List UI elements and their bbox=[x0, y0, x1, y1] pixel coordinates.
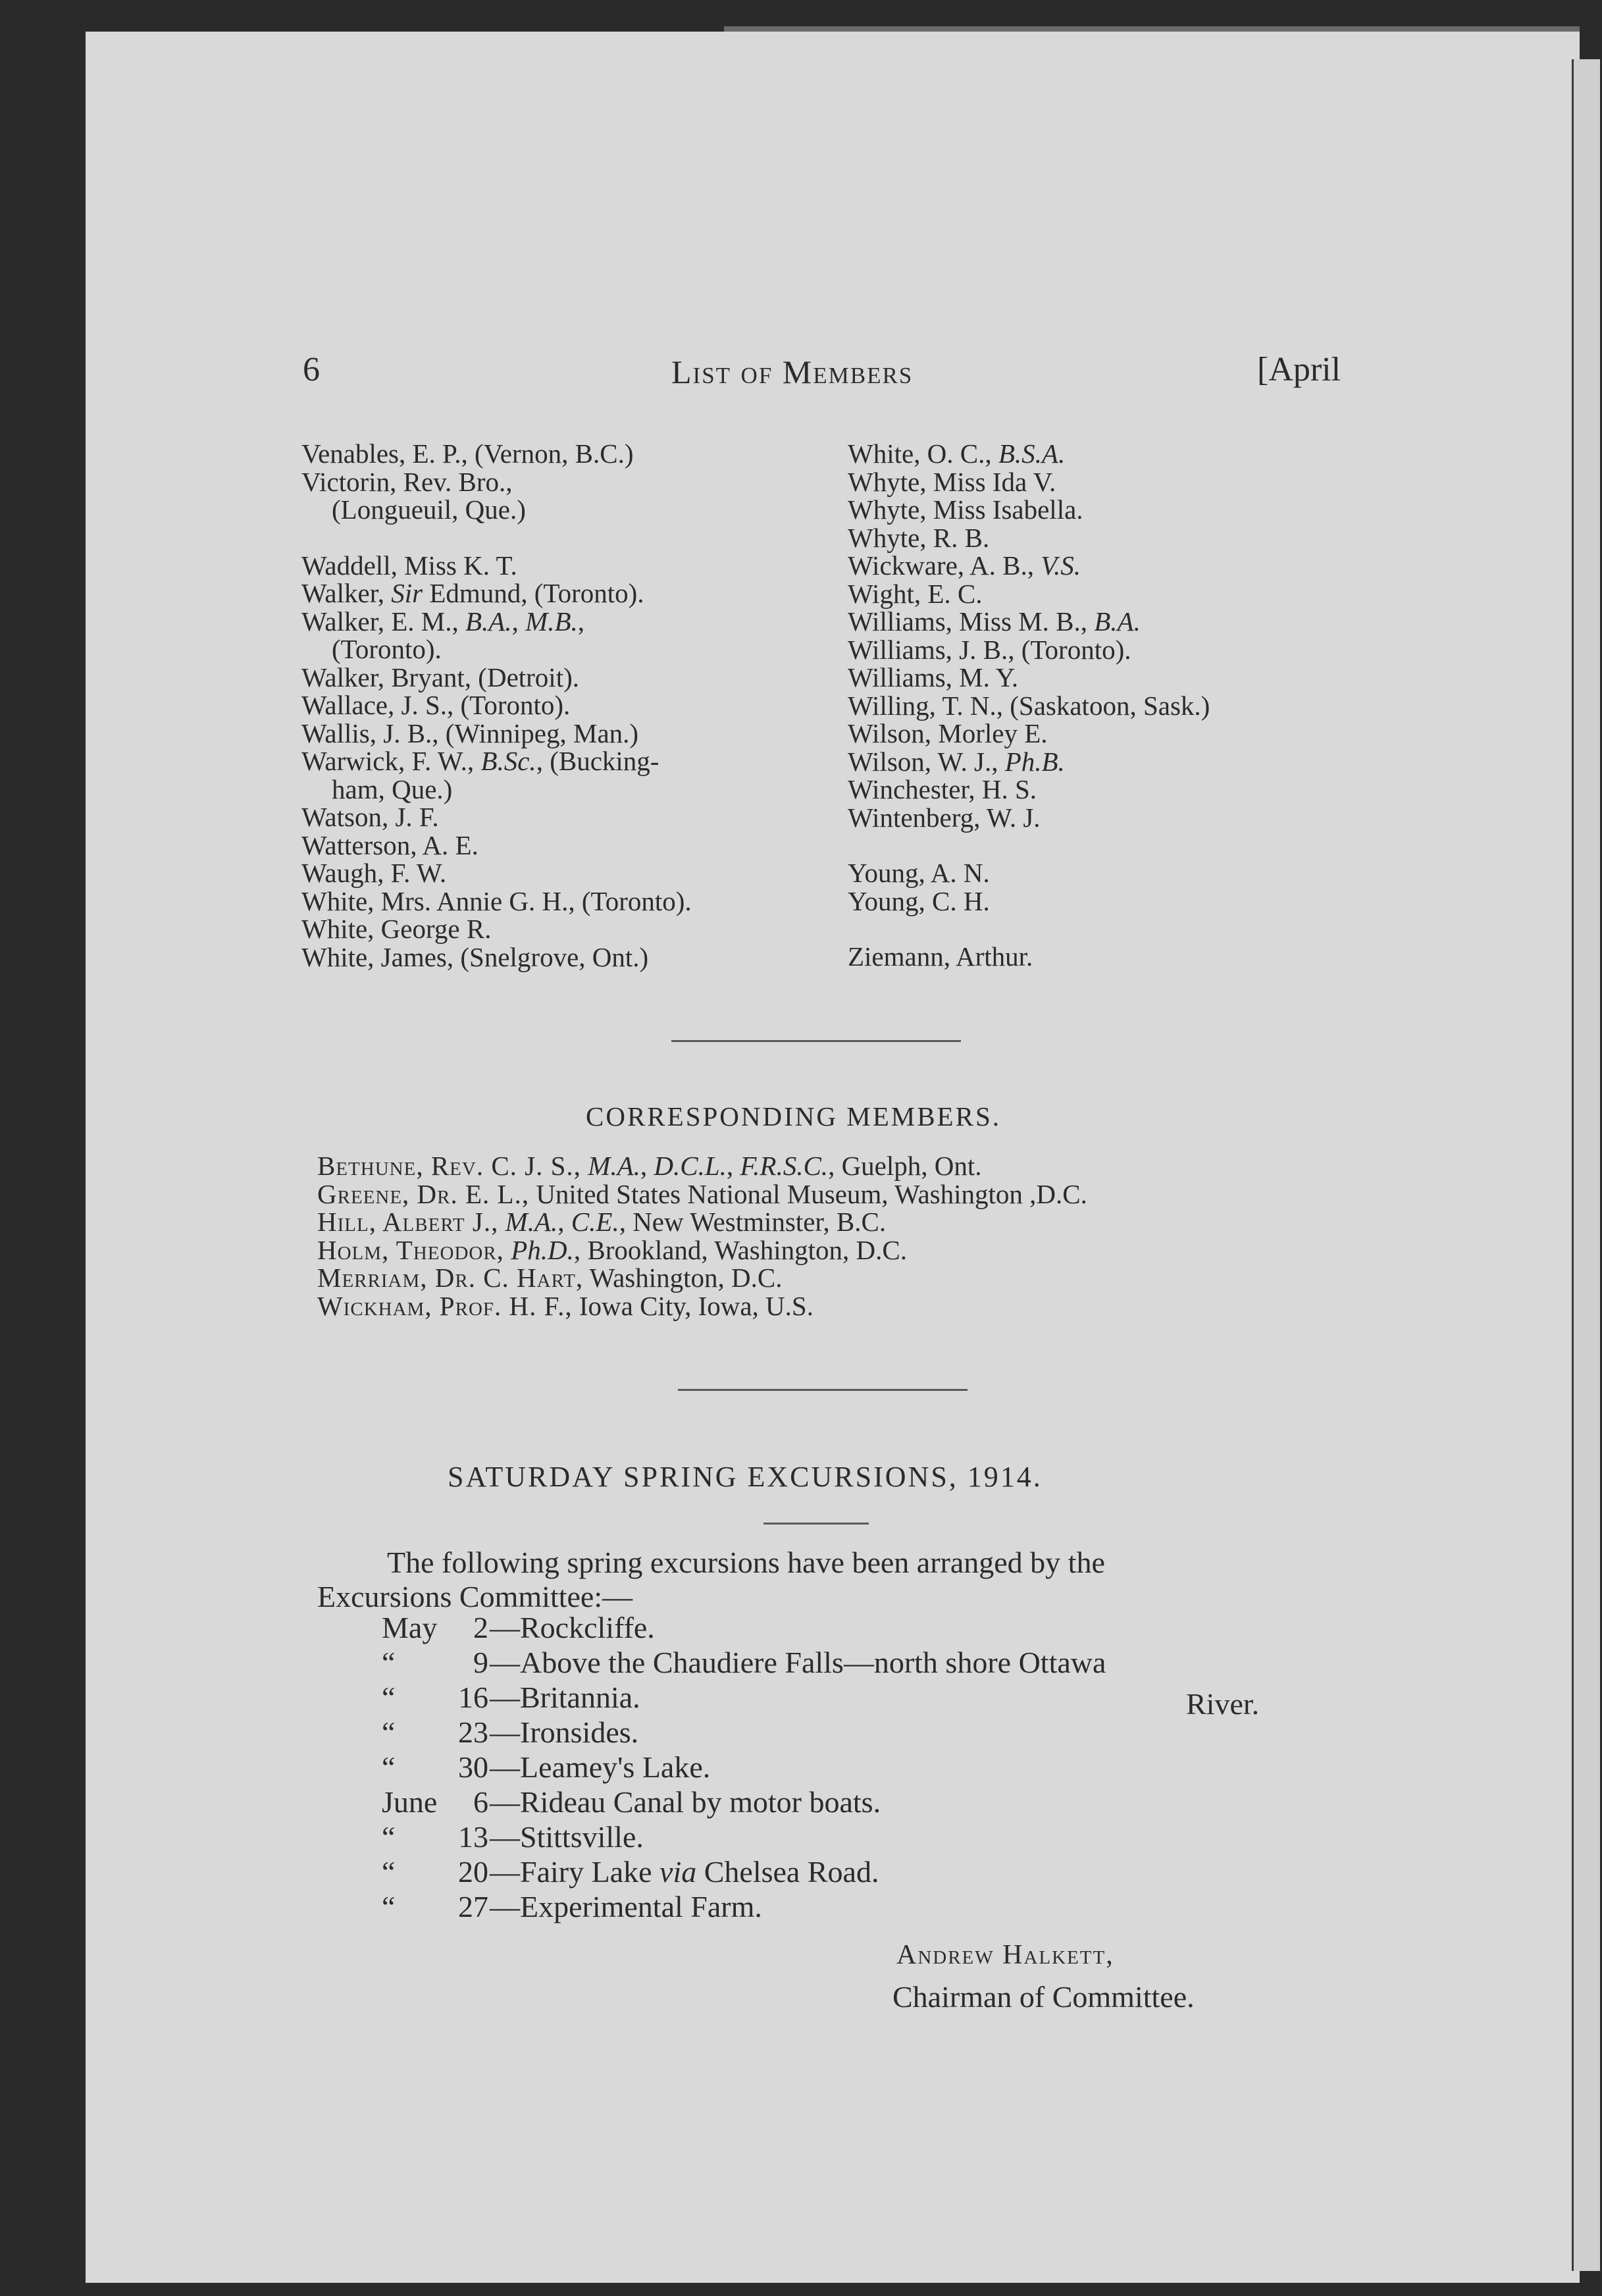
list-gap bbox=[848, 831, 1348, 859]
member-entry: Williams, J. B., (Toronto). bbox=[848, 634, 1131, 665]
schedule-month: “ bbox=[382, 1820, 396, 1854]
running-date: [April bbox=[1257, 351, 1341, 388]
schedule-day: 20 bbox=[458, 1855, 488, 1889]
member-entry: Wilson, Morley E. bbox=[848, 718, 1048, 748]
member-entry: Willing, T. N., (Saskatoon, Sask.) bbox=[848, 690, 1210, 721]
excursions-intro bbox=[317, 1546, 1331, 1614]
corresponding-members-list bbox=[317, 1152, 1087, 1320]
schedule-description: —Stittsville. bbox=[490, 1820, 644, 1854]
schedule-month: “ bbox=[382, 1681, 396, 1714]
member-entry: Waddell, Miss K. T. bbox=[301, 550, 517, 581]
schedule-description: —Experimental Farm. bbox=[490, 1890, 762, 1923]
schedule-description: —Leamey's Lake. bbox=[490, 1750, 711, 1784]
member-entry: Walker, Bryant, (Detroit). bbox=[301, 662, 579, 692]
member-entry: Waugh, F. W. bbox=[301, 858, 447, 888]
corresponding-member-entry: Greene, Dr. E. L., United States National Museum, Washington ,D.C. bbox=[317, 1178, 1087, 1209]
member-name: Wickham, Prof. H. F., bbox=[317, 1290, 573, 1321]
section-divider bbox=[671, 1040, 961, 1042]
member-entry: Winchester, H. S. bbox=[848, 774, 1037, 804]
schedule-description: —Fairy Lake via Chelsea Road. bbox=[490, 1855, 879, 1889]
member-entry: Williams, Miss M. B., B.A. bbox=[848, 606, 1141, 637]
schedule-line-continuation: River. bbox=[1186, 1687, 1260, 1721]
member-entry: Wintenberg, W. J. bbox=[848, 802, 1041, 833]
member-name: Holm, Theodor, bbox=[317, 1234, 504, 1265]
corresponding-member-entry: Holm, Theodor, Ph.D., Brookland, Washington, D.C. bbox=[317, 1234, 907, 1265]
schedule-description: —Britannia. bbox=[490, 1681, 640, 1714]
member-name: Greene, Dr. E. L., bbox=[317, 1178, 530, 1209]
adjacent-page-edge bbox=[1572, 59, 1600, 2271]
members-list-right-column bbox=[848, 440, 1348, 971]
member-entry: Venables, E. P., (Vernon, B.C.) bbox=[301, 438, 634, 469]
member-name: Hill, Albert J., bbox=[317, 1207, 499, 1237]
schedule-month: “ bbox=[382, 1750, 396, 1784]
schedule-day: 27 bbox=[458, 1890, 488, 1923]
corresponding-member-entry: Bethune, Rev. C. J. S., M.A., D.C.L., F.R.S.C., Guelph, Ont. bbox=[317, 1151, 982, 1181]
member-entry: Watterson, A. E. bbox=[301, 829, 478, 860]
schedule-day: 6 bbox=[473, 1785, 488, 1819]
schedule-month: “ bbox=[382, 1646, 396, 1679]
corresponding-members-heading: CORRESPONDING MEMBERS. bbox=[586, 1101, 1001, 1132]
member-entry: Wallace, J. S., (Toronto). bbox=[301, 690, 571, 720]
member-entry: Young, A. N. bbox=[848, 858, 990, 888]
schedule-day: 23 bbox=[458, 1715, 488, 1749]
members-list-left-column bbox=[301, 440, 808, 971]
schedule-day: 13 bbox=[458, 1820, 488, 1854]
member-entry: Walker, E. M., B.A., M.B., bbox=[301, 606, 585, 637]
schedule-day: 16 bbox=[458, 1681, 488, 1714]
signature-title: Chairman of Committee. bbox=[892, 1980, 1195, 2014]
member-entry: Watson, J. F. bbox=[301, 802, 439, 832]
member-entry: ham, Que.) bbox=[332, 773, 453, 804]
schedule-month: “ bbox=[382, 1855, 396, 1889]
member-entry: Warwick, F. W., B.Sc., (Bucking- bbox=[301, 746, 659, 776]
intro-line: Excursions Committee:— bbox=[317, 1580, 633, 1613]
schedule-month: May bbox=[382, 1611, 438, 1644]
member-entry: White, George R. bbox=[301, 914, 492, 944]
schedule-day: 30 bbox=[458, 1750, 488, 1784]
schedule-description: —Above the Chaudiere Falls—north shore Ottawa bbox=[490, 1646, 1106, 1679]
schedule-month: June bbox=[382, 1785, 438, 1819]
schedule-description: —Rockcliffe. bbox=[490, 1611, 655, 1644]
member-entry: Williams, M. Y. bbox=[848, 662, 1019, 692]
member-entry: Wight, E. C. bbox=[848, 578, 983, 609]
member-entry: (Longueuil, Que.) bbox=[332, 494, 526, 525]
member-entry: Whyte, Miss Ida V. bbox=[848, 466, 1056, 497]
schedule-month: “ bbox=[382, 1890, 396, 1923]
page-number: 6 bbox=[303, 351, 320, 388]
intro-line: The following spring excursions have been arranged by the bbox=[387, 1546, 1105, 1579]
signature-name: Andrew Halkett, bbox=[896, 1940, 1114, 1970]
heading-underline bbox=[763, 1523, 869, 1525]
member-name: Merriam, Dr. C. Hart, bbox=[317, 1263, 584, 1293]
list-gap bbox=[301, 524, 808, 552]
member-entry: (Toronto). bbox=[332, 634, 442, 664]
corresponding-member-entry: Hill, Albert J., M.A., C.E., New Westminster, B.C. bbox=[317, 1207, 887, 1237]
member-entry: White, James, (Snelgrove, Ont.) bbox=[301, 941, 649, 972]
member-name: Bethune, Rev. C. J. S., bbox=[317, 1151, 581, 1181]
schedule-description: —Rideau Canal by motor boats. bbox=[490, 1785, 881, 1819]
running-title: List of Members bbox=[671, 353, 914, 390]
member-entry: Young, C. H. bbox=[848, 885, 990, 916]
schedule-day: 9 bbox=[473, 1646, 488, 1679]
list-gap bbox=[848, 915, 1348, 943]
section-divider bbox=[678, 1389, 968, 1391]
member-entry: Wilson, W. J., Ph.B. bbox=[848, 746, 1065, 777]
member-entry: Victorin, Rev. Bro., bbox=[301, 466, 513, 497]
member-entry: Walker, Sir Edmund, (Toronto). bbox=[301, 578, 644, 608]
corresponding-member-entry: Wickham, Prof. H. F., Iowa City, Iowa, U.S. bbox=[317, 1290, 814, 1321]
member-entry: White, O. C., B.S.A. bbox=[848, 438, 1066, 469]
schedule-day: 2 bbox=[473, 1611, 488, 1644]
corresponding-member-entry: Merriam, Dr. C. Hart, Washington, D.C. bbox=[317, 1263, 783, 1293]
member-entry: Wallis, J. B., (Winnipeg, Man.) bbox=[301, 718, 639, 748]
member-entry: White, Mrs. Annie G. H., (Toronto). bbox=[301, 885, 692, 916]
excursions-heading: SATURDAY SPRING EXCURSIONS, 1914. bbox=[448, 1461, 1043, 1493]
schedule-month: “ bbox=[382, 1715, 396, 1749]
schedule-description: —Ironsides. bbox=[490, 1715, 639, 1749]
member-entry: Whyte, Miss Isabella. bbox=[848, 494, 1083, 525]
member-entry: Ziemann, Arthur. bbox=[848, 941, 1033, 972]
member-entry: Whyte, R. B. bbox=[848, 522, 990, 553]
member-entry: Wickware, A. B., V.S. bbox=[848, 550, 1081, 581]
